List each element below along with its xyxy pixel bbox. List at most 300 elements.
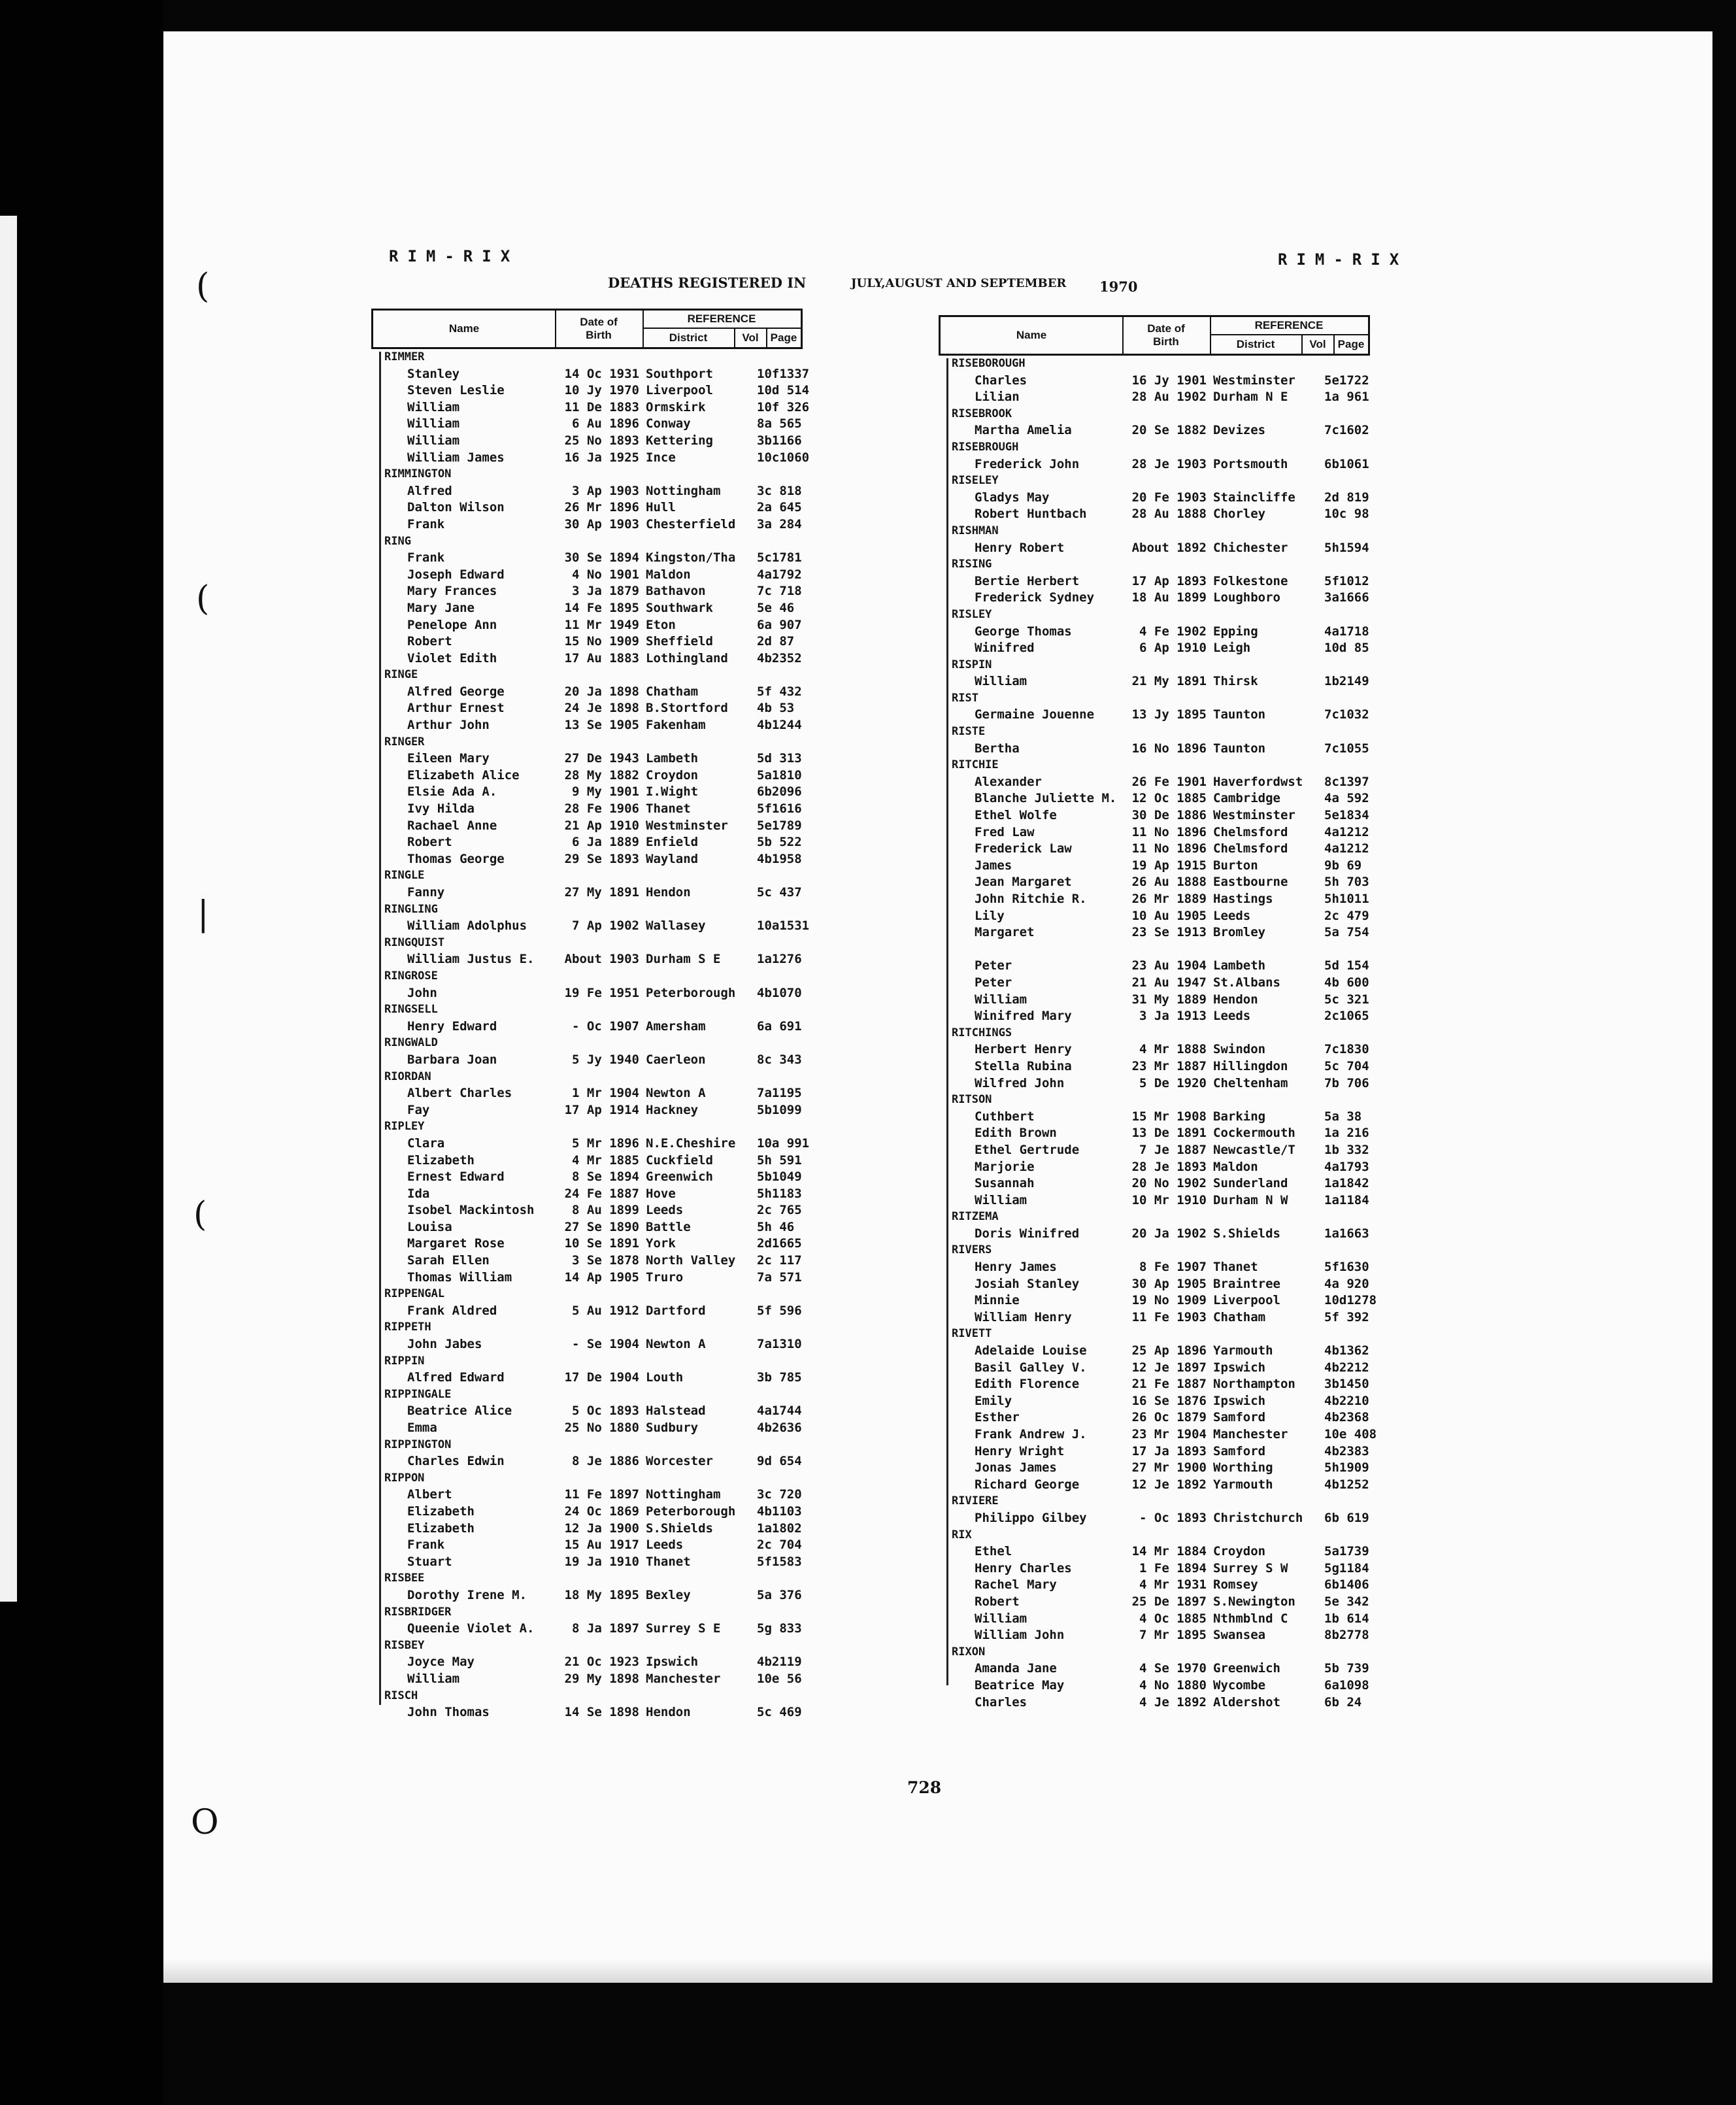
- entry-birth-date: 6 Ja 1889: [572, 835, 639, 850]
- register-entry: [939, 891, 1370, 908]
- entry-vol-page: 8a 565: [757, 416, 802, 431]
- register-entry: [371, 483, 803, 500]
- entry-district: Ormskirk: [646, 399, 706, 414]
- entry-vol-page: 5h1594: [1324, 540, 1369, 555]
- entry-district: Burton: [1213, 858, 1258, 873]
- range-heading-left: RIM-RIX: [389, 247, 520, 265]
- entry-birth-date: 14 Se 1898: [564, 1705, 639, 1720]
- entry-birth-date: 24 Fe 1887: [564, 1186, 639, 1201]
- entry-birth-date: 30 Ap 1905: [1131, 1276, 1207, 1291]
- entry-birth-date: 16 Jy 1901: [1131, 373, 1207, 388]
- surname-heading: RIPPINGALE: [384, 1387, 452, 1401]
- register-entry: [939, 1594, 1370, 1611]
- entry-vol-page: 7a1310: [757, 1337, 802, 1352]
- register-entry: [939, 1309, 1370, 1326]
- entry-birth-date: 3 Ja 1879: [572, 584, 639, 599]
- entry-district: Sheffield: [646, 634, 713, 649]
- entry-forenames: Alfred George: [407, 684, 505, 699]
- entry-birth-date: 23 Mr 1887: [1131, 1058, 1207, 1073]
- entry-forenames: William: [975, 992, 1027, 1007]
- register-entry: [939, 1477, 1370, 1494]
- surname-heading: RITZEMA: [952, 1210, 999, 1224]
- entry-vol-page: 9d 654: [757, 1454, 802, 1469]
- entry-district: Maldon: [646, 567, 691, 582]
- entry-district: Wayland: [646, 851, 699, 866]
- entry-forenames: Elizabeth: [407, 1504, 475, 1519]
- entry-birth-date: 3 Se 1878: [572, 1253, 639, 1268]
- entry-birth-date: 16 Se 1876: [1131, 1393, 1207, 1408]
- register-entry: [371, 567, 803, 584]
- entry-birth-date: 10 Jy 1970: [564, 383, 639, 398]
- entry-vol-page: 3a 284: [757, 516, 802, 531]
- entry-vol-page: 5b1099: [757, 1102, 802, 1117]
- entry-district: Folkestone: [1213, 573, 1288, 588]
- register-entry: [939, 1660, 1370, 1677]
- entry-vol-page: 5e 46: [757, 600, 795, 615]
- entry-district: Lambeth: [646, 751, 699, 766]
- entry-birth-date: 17 Ap 1914: [564, 1102, 639, 1117]
- register-entry: [939, 506, 1370, 523]
- entry-birth-date: 26 Mr 1889: [1131, 892, 1207, 906]
- entry-district: Westminster: [646, 818, 728, 833]
- entry-birth-date: 4 Fe 1902: [1139, 624, 1207, 639]
- register-entry: [371, 1303, 803, 1320]
- entry-district: Eastbourne: [1213, 875, 1288, 890]
- header-page: Page: [770, 331, 797, 344]
- register-entry: [939, 573, 1370, 590]
- entry-vol-page: 4b1103: [757, 1504, 802, 1519]
- entry-vol-page: 5e 342: [1324, 1594, 1369, 1609]
- entry-birth-date: 25 No 1893: [564, 433, 639, 448]
- entry-vol-page: 7c1032: [1324, 707, 1369, 722]
- entry-birth-date: 18 Au 1899: [1131, 590, 1207, 605]
- entry-vol-page: 3c 818: [757, 483, 802, 498]
- entry-vol-page: 5c1781: [757, 550, 802, 565]
- entry-vol-page: 7c1602: [1324, 423, 1369, 438]
- punch-hole-mark: (: [193, 1195, 207, 1234]
- entry-birth-date: About 1892: [1131, 540, 1207, 555]
- entry-district: Newton A: [646, 1337, 706, 1352]
- entry-district: Cuckfield: [646, 1153, 713, 1168]
- entry-vol-page: 5e1834: [1324, 808, 1369, 823]
- entry-district: Leeds: [646, 1203, 684, 1218]
- register-entry: [371, 1019, 803, 1036]
- entry-vol-page: 5f1583: [757, 1554, 802, 1569]
- entry-birth-date: 28 Je 1903: [1131, 456, 1207, 471]
- entry-district: Hendon: [1213, 992, 1258, 1007]
- entry-forenames: Rachel Mary: [975, 1577, 1057, 1592]
- header-reference: REFERENCE: [643, 311, 801, 329]
- register-entry: [371, 583, 803, 600]
- entry-birth-date: 21 My 1891: [1131, 674, 1207, 689]
- register-entry: [371, 1370, 803, 1387]
- entry-district: Worthing: [1213, 1460, 1273, 1475]
- entry-district: Nthmblnd C: [1213, 1611, 1288, 1626]
- register-entry: [939, 958, 1370, 975]
- register-entry: [939, 1543, 1370, 1560]
- entry-forenames: Robert: [975, 1594, 1020, 1609]
- film-border: [0, 0, 163, 2105]
- entry-vol-page: 5f 596: [757, 1303, 802, 1318]
- entry-forenames: Louisa: [407, 1219, 452, 1234]
- entry-forenames: Ida: [407, 1186, 430, 1201]
- entry-forenames: Henry Charles: [975, 1560, 1072, 1575]
- entry-forenames: Ernest Edward: [407, 1170, 505, 1185]
- entry-birth-date: 11 Mr 1949: [564, 617, 639, 632]
- entry-birth-date: 11 Fe 1897: [564, 1487, 639, 1502]
- entry-vol-page: 1a1663: [1324, 1226, 1369, 1241]
- entry-district: Chatham: [1213, 1309, 1266, 1324]
- entry-forenames: Fred Law: [975, 824, 1035, 839]
- entry-forenames: Frank: [407, 516, 445, 531]
- entry-district: Romsey: [1213, 1577, 1258, 1592]
- entry-birth-date: 8 Se 1894: [572, 1170, 639, 1185]
- entry-forenames: Edith Brown: [975, 1126, 1057, 1141]
- register-entry: [939, 1694, 1370, 1711]
- surname-heading: RINGLE: [384, 869, 425, 883]
- entry-district: Surrey S W: [1213, 1560, 1288, 1575]
- entry-district: Thanet: [1213, 1260, 1258, 1275]
- register-entry: [371, 918, 810, 935]
- entry-forenames: Beatrice Alice: [407, 1404, 512, 1419]
- entry-vol-page: 5a 38: [1324, 1109, 1362, 1124]
- entry-forenames: Elizabeth: [407, 1521, 475, 1536]
- entry-birth-date: 4 Je 1892: [1139, 1694, 1207, 1709]
- register-entry: [939, 490, 1370, 507]
- entry-forenames: Blanche Juliette M.: [975, 791, 1117, 806]
- entry-district: Bromley: [1213, 925, 1266, 940]
- entry-district: Thirsk: [1213, 674, 1258, 689]
- film-edge-strip: [0, 216, 17, 1602]
- entry-forenames: William John: [975, 1628, 1065, 1643]
- entry-vol-page: 4a1212: [1324, 824, 1369, 839]
- entry-birth-date: 19 Ja 1910: [564, 1554, 639, 1569]
- entry-birth-date: 18 My 1895: [564, 1587, 639, 1602]
- entry-birth-date: 4 Mr 1931: [1139, 1577, 1207, 1592]
- register-entry: [371, 382, 810, 399]
- entry-district: Taunton: [1213, 741, 1266, 756]
- entry-birth-date: 7 Mr 1895: [1139, 1628, 1207, 1643]
- entry-birth-date: 4 Se 1970: [1139, 1661, 1207, 1676]
- entry-forenames: William: [975, 1192, 1027, 1207]
- entry-birth-date: 25 Ap 1896: [1131, 1343, 1207, 1358]
- entry-forenames: Margaret: [975, 925, 1035, 940]
- entry-vol-page: 10d 85: [1324, 641, 1369, 656]
- entry-vol-page: 4b1070: [757, 985, 802, 1000]
- entry-vol-page: 10f 326: [757, 399, 810, 414]
- entry-vol-page: 4b1252: [1324, 1477, 1369, 1492]
- surname-heading: RIPPINGTON: [384, 1438, 452, 1451]
- entry-birth-date: 7 Je 1887: [1139, 1142, 1207, 1157]
- register-entry: [939, 924, 1370, 941]
- surname-heading: RINGQUIST: [384, 935, 445, 949]
- register-entry: [939, 1259, 1370, 1276]
- entry-birth-date: 20 Fe 1903: [1131, 490, 1207, 505]
- entry-district: N.E.Cheshire: [646, 1136, 736, 1151]
- entry-forenames: Edith Florence: [975, 1377, 1080, 1392]
- header-dob: [555, 311, 644, 347]
- entry-forenames: John Ritchie R.: [975, 892, 1087, 906]
- entry-district: Yarmouth: [1213, 1343, 1273, 1358]
- register-entry: [371, 767, 803, 784]
- entry-forenames: Elizabeth: [407, 1153, 475, 1168]
- entry-vol-page: 5f1012: [1324, 573, 1369, 588]
- entry-district: Christchurch: [1213, 1510, 1303, 1525]
- register-entry: [371, 750, 803, 767]
- entry-vol-page: 4b1958: [757, 851, 802, 866]
- entry-forenames: Penelope Ann: [407, 617, 497, 632]
- entry-district: Chelmsford: [1213, 841, 1288, 856]
- entry-district: Surrey S E: [646, 1621, 721, 1636]
- entry-district: Croydon: [646, 767, 699, 783]
- entry-district: Truro: [646, 1270, 684, 1285]
- entry-district: Northampton: [1213, 1377, 1295, 1392]
- entry-district: S.Shields: [1213, 1226, 1280, 1241]
- entry-birth-date: - Oc 1907: [572, 1019, 639, 1034]
- entry-birth-date: 19 No 1909: [1131, 1293, 1207, 1308]
- entry-district: Hendon: [646, 885, 691, 900]
- entry-vol-page: 10a1531: [757, 918, 810, 934]
- entry-forenames: Stanley: [407, 366, 460, 381]
- entry-district: Samford: [1213, 1443, 1266, 1458]
- entry-forenames: William Adolphus: [407, 918, 527, 934]
- entry-forenames: Germaine Jouenne: [975, 707, 1095, 722]
- surname-heading: RISEBROUGH: [952, 440, 1019, 454]
- entry-vol-page: 5c 704: [1324, 1058, 1369, 1073]
- surname-heading: RISHMAN: [952, 524, 999, 537]
- entry-birth-date: 29 My 1898: [564, 1671, 639, 1686]
- entry-forenames: William Justus E.: [407, 952, 535, 967]
- entry-forenames: Thomas William: [407, 1270, 512, 1285]
- entry-forenames: Robert: [407, 634, 452, 649]
- register-entry: [371, 1654, 803, 1671]
- entry-forenames: William: [975, 674, 1027, 689]
- register-year: 1970: [1099, 278, 1138, 295]
- entry-forenames: Arthur John: [407, 718, 490, 733]
- entry-district: Dartford: [646, 1303, 706, 1318]
- surname-heading: RISPIN: [952, 658, 992, 671]
- entry-forenames: Doris Winifred: [975, 1226, 1080, 1241]
- entry-forenames: John Jabes: [407, 1337, 482, 1352]
- surname-heading: RIORDAN: [384, 1069, 431, 1083]
- surname-heading: RIVETT: [952, 1327, 992, 1341]
- entry-birth-date: 30 De 1886: [1131, 808, 1207, 823]
- entry-vol-page: 5c 437: [757, 885, 802, 900]
- entry-birth-date: 26 Au 1888: [1131, 875, 1207, 890]
- entry-forenames: Basil Galley V.: [975, 1360, 1087, 1375]
- entry-vol-page: 2a 645: [757, 500, 802, 515]
- entry-vol-page: 4a1212: [1324, 841, 1369, 856]
- entry-forenames: Henry Edward: [407, 1019, 497, 1034]
- entry-birth-date: 10 Mr 1910: [1131, 1192, 1207, 1207]
- entry-vol-page: 4a1718: [1324, 624, 1369, 639]
- surname-heading: RISCH: [384, 1689, 418, 1702]
- register-entry: [371, 684, 803, 701]
- entry-vol-page: 1a1802: [757, 1521, 802, 1536]
- register-entry: [939, 1376, 1370, 1393]
- register-entry: [371, 1202, 803, 1219]
- entry-forenames: Gladys May: [975, 490, 1050, 505]
- register-entry: [939, 824, 1370, 841]
- range-heading-right: RIM-RIX: [1278, 250, 1409, 269]
- entry-birth-date: 27 De 1943: [564, 751, 639, 766]
- entry-birth-date: 6 Au 1896: [572, 416, 639, 431]
- entry-forenames: William: [407, 399, 460, 414]
- entry-birth-date: 13 Se 1905: [564, 718, 639, 733]
- entry-birth-date: 30 Se 1894: [564, 550, 639, 565]
- register-entry: [371, 1504, 803, 1521]
- register-entry: [939, 1360, 1370, 1377]
- entry-district: Hillingdon: [1213, 1058, 1288, 1073]
- register-entry: [371, 1453, 803, 1470]
- entry-birth-date: 5 Jy 1940: [572, 1052, 639, 1067]
- entry-birth-date: 13 De 1891: [1131, 1126, 1207, 1141]
- entry-vol-page: 4a1793: [1324, 1159, 1369, 1174]
- entry-vol-page: 1a 961: [1324, 390, 1369, 405]
- entry-district: Westminster: [1213, 373, 1295, 388]
- entry-birth-date: 26 Oc 1879: [1131, 1410, 1207, 1425]
- entry-forenames: Thomas George: [407, 851, 505, 866]
- register-entry: [939, 373, 1370, 390]
- entry-vol-page: 5d 313: [757, 751, 802, 766]
- entry-district: Swindon: [1213, 1042, 1266, 1057]
- register-entry: [371, 1270, 803, 1287]
- register-entry: [939, 640, 1370, 657]
- register-entry: [371, 1153, 803, 1170]
- entry-vol-page: 8c 343: [757, 1052, 802, 1067]
- entry-district: Chelmsford: [1213, 824, 1288, 839]
- column-header: [371, 309, 803, 349]
- register-entry: [939, 1142, 1370, 1159]
- entry-forenames: William: [975, 1611, 1027, 1626]
- register-entry: [371, 1236, 803, 1253]
- entry-birth-date: 23 Mr 1904: [1131, 1427, 1207, 1441]
- register-entry: [371, 1487, 803, 1504]
- entry-forenames: Clara: [407, 1136, 445, 1151]
- entry-vol-page: 3b1166: [757, 433, 802, 448]
- register-entry: [371, 450, 810, 467]
- entry-forenames: Margaret Rose: [407, 1236, 505, 1251]
- entry-forenames: Beatrice May: [975, 1677, 1065, 1692]
- entry-birth-date: 26 Fe 1901: [1131, 774, 1207, 789]
- entry-forenames: Winifred Mary: [975, 1009, 1072, 1024]
- entry-forenames: Robert Huntbach: [975, 507, 1087, 522]
- register-entry: [371, 399, 810, 416]
- entry-birth-date: 28 Fe 1906: [564, 801, 639, 817]
- surname-heading: RITCHINGS: [952, 1026, 1012, 1039]
- entry-vol-page: 5f1630: [1324, 1260, 1369, 1275]
- register-entry: [939, 1577, 1370, 1594]
- register-entry: [939, 1510, 1370, 1527]
- entry-forenames: Lilian: [975, 390, 1020, 405]
- page-number: 728: [907, 1778, 942, 1797]
- entry-forenames: William Henry: [975, 1309, 1072, 1324]
- entry-vol-page: 5f1616: [757, 801, 802, 817]
- entry-birth-date: 28 My 1882: [564, 767, 639, 783]
- register-entry: [939, 1226, 1370, 1243]
- entry-district: Chichester: [1213, 540, 1288, 555]
- register-entry: [939, 1393, 1370, 1410]
- entry-forenames: Frank Andrew J.: [975, 1427, 1087, 1441]
- entry-district: Hull: [646, 500, 676, 515]
- entry-vol-page: 4b2636: [757, 1421, 802, 1435]
- entry-birth-date: 12 Oc 1885: [1131, 791, 1207, 806]
- entry-forenames: Fay: [407, 1102, 430, 1117]
- entry-birth-date: 17 De 1904: [564, 1370, 639, 1385]
- entry-district: Cambridge: [1213, 791, 1280, 806]
- entry-birth-date: 14 Ap 1905: [564, 1270, 639, 1285]
- register-entry: [371, 818, 803, 835]
- register-entry: [939, 1426, 1377, 1443]
- header-dob-line1: Date of: [1147, 322, 1185, 335]
- register-entry: [939, 1075, 1370, 1092]
- entry-birth-date: 28 Au 1888: [1131, 507, 1207, 522]
- entry-forenames: Robert: [407, 835, 452, 850]
- entry-district: Southport: [646, 366, 713, 381]
- entry-forenames: William: [407, 1671, 460, 1686]
- entry-forenames: Henry James: [975, 1260, 1057, 1275]
- entry-vol-page: 4b2119: [757, 1655, 802, 1670]
- entry-vol-page: 4b1362: [1324, 1343, 1369, 1358]
- punch-hole-mark: (: [196, 267, 210, 306]
- entry-birth-date: 17 Au 1883: [564, 650, 639, 665]
- register-entry: [371, 834, 803, 851]
- entry-vol-page: 10d 514: [757, 383, 810, 398]
- punch-hole-mark: |: [197, 894, 209, 934]
- entry-forenames: Jean Margaret: [975, 875, 1072, 890]
- register-entry: [939, 1109, 1370, 1126]
- entry-district: Sunderland: [1213, 1176, 1288, 1191]
- entry-forenames: Steven Leslie: [407, 383, 505, 398]
- entry-vol-page: 4b2368: [1324, 1410, 1369, 1425]
- header-page: Page: [1337, 337, 1365, 350]
- register-entry: [371, 1186, 803, 1203]
- entry-district: Battle: [646, 1219, 691, 1234]
- entry-district: Manchester: [646, 1671, 721, 1686]
- register-entry: [371, 951, 803, 968]
- surname-heading: RITCHIE: [952, 758, 999, 772]
- entry-birth-date: 20 Ja 1902: [1131, 1226, 1207, 1241]
- entry-birth-date: 11 No 1896: [1131, 841, 1207, 856]
- entry-birth-date: 4 Mr 1888: [1139, 1042, 1207, 1057]
- register-entry: [939, 1443, 1370, 1460]
- entry-vol-page: 5b 739: [1324, 1661, 1369, 1676]
- entry-district: Kingston/Tha: [646, 550, 736, 565]
- entry-forenames: Josiah Stanley: [975, 1276, 1080, 1291]
- entry-vol-page: 5a1739: [1324, 1544, 1369, 1559]
- surname-heading: RIXON: [952, 1645, 986, 1659]
- header-dob-line2: Birth: [586, 329, 612, 341]
- register-entry: [939, 1627, 1370, 1644]
- entry-birth-date: 28 Je 1893: [1131, 1159, 1207, 1174]
- entry-vol-page: 4b2212: [1324, 1360, 1369, 1375]
- entry-district: Samford: [1213, 1410, 1266, 1425]
- entry-forenames: Queenie Violet A.: [407, 1621, 535, 1636]
- entry-forenames: Frederick John: [975, 456, 1080, 471]
- entry-forenames: Richard George: [975, 1477, 1080, 1492]
- surname-heading: RISBRIDGER: [384, 1605, 452, 1619]
- entry-forenames: Albert: [407, 1487, 452, 1502]
- entry-district: Cheltenham: [1213, 1075, 1288, 1090]
- entry-vol-page: 8b2778: [1324, 1628, 1369, 1643]
- surname-heading: RINGSELL: [384, 1003, 438, 1017]
- entry-birth-date: 31 My 1889: [1131, 992, 1207, 1007]
- surname-heading: RIPPIN: [384, 1354, 425, 1368]
- register-entry: [939, 975, 1370, 992]
- entry-birth-date: 27 My 1891: [564, 885, 639, 900]
- entry-forenames: Isobel Mackintosh: [407, 1203, 535, 1218]
- register-entry: [939, 1008, 1370, 1025]
